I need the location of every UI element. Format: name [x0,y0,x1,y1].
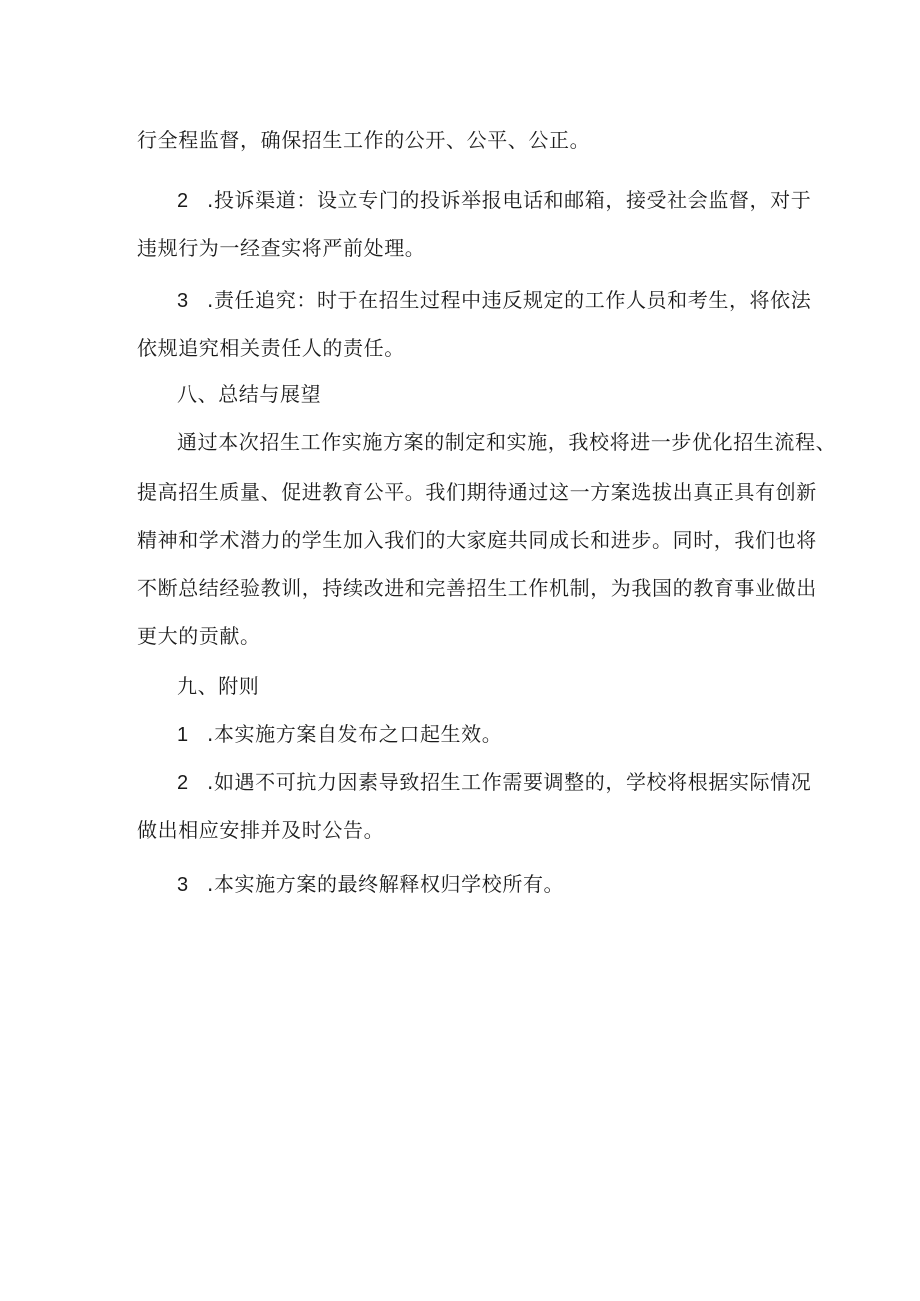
paragraph-line: 更大的贡献。 [137,624,261,648]
list-item-force-majeure [177,768,811,797]
paragraph-line: 行全程监督，确保招生工作的公开、公平、公正。 [137,128,591,152]
list-item-interpretation [177,870,564,899]
list-item-complaint-channel [177,186,811,215]
list-item-text: .如遇不可抗力因素导致招生工作需要调整的，学校将根据实际情况 [207,770,812,794]
list-number: 3 [177,290,189,312]
list-number: 2 [177,190,189,212]
list-item-text: .投诉渠道：设立专门的投诉举报电话和邮箱，接受社会监督，对于 [207,188,812,212]
paragraph-line: 不断总结经验教训，持续改进和完善招生工作机制，为我国的教育事业做出 [137,576,817,600]
paragraph-line: 依规追究相关责任人的责任。 [137,336,405,360]
section-heading-8: 八、总结与展望 [177,382,322,406]
paragraph-line: 通过本次招生工作实施方案的制定和实施，我校将进一步优化招生流程、 [177,430,837,454]
paragraph-line: 违规行为一经查实将严前处理。 [137,236,426,260]
paragraph-line: 提高招生质量、促进教育公平。我们期待通过这一方案选拔出真正具有创新 [137,480,817,504]
list-item-effective-date [177,720,502,749]
list-number: 2 [177,772,189,794]
paragraph-line: 做出相应安排并及时公告。 [137,818,385,842]
list-number: 3 [177,874,189,896]
list-item-text: .本实施方案的最终解释权归学校所有。 [207,872,565,896]
section-heading-9: 九、附则 [177,674,260,698]
list-item-text: .责任追究：时于在招生过程中违反规定的工作人员和考生，将依法 [207,288,812,312]
list-item-accountability [177,286,811,315]
list-number: 1 [177,724,189,746]
paragraph-line: 精神和学术潜力的学生加入我们的大家庭共同成长和进步。同时，我们也将 [137,528,817,552]
list-item-text: .本实施方案自发布之口起生效。 [207,722,503,746]
